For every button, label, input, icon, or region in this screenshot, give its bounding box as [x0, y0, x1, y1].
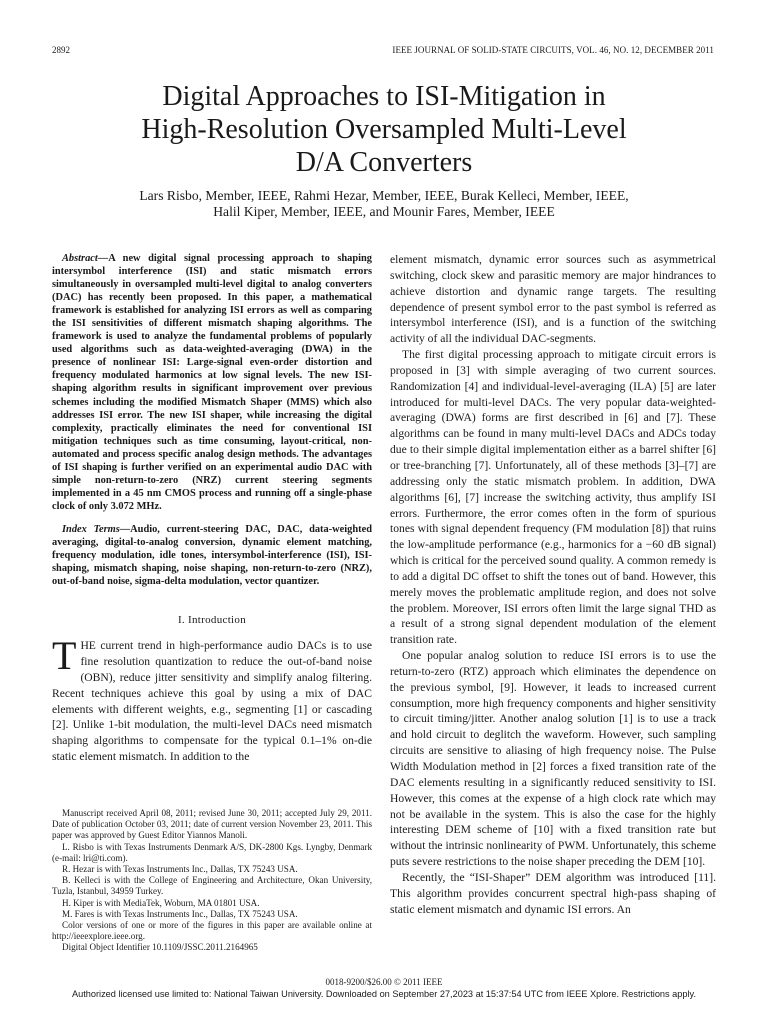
drop-cap: T	[52, 633, 77, 679]
author-line: Halil Kiper, Member, IEEE, and Mounir Fares, Member, IEEE	[213, 204, 555, 219]
body-paragraph: Recently, the “ISI-Shaper” DEM algorithm was introduced [11]. This algorithm provides concurrent spectral high-pass shaping of static element mismatch and dynamic ISI errors. An	[390, 870, 716, 916]
footnote: H. Kiper is with MediaTek, Woburn, MA 01801 USA.	[62, 897, 260, 908]
title-line: D/A Converters	[295, 147, 473, 178]
right-column	[390, 252, 716, 917]
footnote: L. Risbo is with Texas Instruments Denmark A/S, DK-2800 Kgs. Lyngby, Denmark (e-mail: lri@ti.com).	[52, 841, 372, 863]
author-list	[60, 188, 708, 220]
abstract-label: Abstract—	[62, 253, 109, 264]
author-line: Lars Risbo, Member, IEEE, Rahmi Hezar, Member, IEEE, Burak Kelleci, Member, IEEE,	[139, 188, 629, 203]
footnote: Color versions of one or more of the figures in this paper are available online at http://ieeexplore.ieee.org.	[52, 920, 372, 942]
index-terms-text: Audio, current-steering DAC, DAC, data-weighted averaging, digital-to-analog conversion, dynamic element matching, frequency modulation, idle tones, intersymbol-interference (ISI), ISI-shaping, mismatch shaping, noise shaping, non-return-to-zero (NRZ), out-of-band noise, sigma-delta modulation, vector quantizer.	[52, 523, 372, 588]
body-paragraph: One popular analog solution to reduce ISI errors is to use the return-to-zero (RTZ) approach which eliminates the dependence on the previous symbol, [9]. However, it leads to increased current consumption, more high frequency components and higher sensitivity to circuit timing/jitter. Another analog solution [1] is to use a track and hold circuit to deglitch the waveform. However, such sampling circuits are sensitive to aliasing of high frequency noise. The Pulse Width Modulation method in [2] forces a fixed transition rate of the DAC elements resulting in a significantly reduced sensitivity to ISI. However, this comes at the expense of a high clock rate which may not be available in the system. This is also the case for the highly interesting DEM scheme of [10] with a fixed transition rate but without the intrinsic nonlinearity of PWM. Unfortunately, this scheme puts severe restrictions to the noise shaper preceding the DEM [10].	[390, 649, 716, 869]
paper-title	[60, 80, 708, 179]
footnote: Digital Object Identifier 10.1109/JSSC.2011.2164965	[62, 942, 258, 953]
index-terms-label: Index Terms—	[62, 523, 131, 535]
footnote: Manuscript received April 08, 2011; revised June 30, 2011; accepted July 29, 2011. Date of publication October 03, 2011; date of current version November 23, 2011. This paper was approved by Guest Editor Yiannos Manoli.	[52, 808, 372, 841]
index-terms	[52, 523, 372, 588]
body-paragraph: element mismatch, dynamic error sources such as asymmetrical switching, clock skew and parasitic memory are major hindrances to achieve distortion and dynamic range targets. The resulting dependence of present symbol error to the past symbol is referred as intersymbol interference (ISI), and is a function of the switching activity of all the individual DAC-segments.	[390, 253, 716, 346]
footnote: R. Hezar is with Texas Instruments Inc., Dallas, TX 75243 USA.	[62, 864, 298, 875]
intro-text: HE current trend in high-performance audio DACs is to use fine resolution quantization to reduce the out-of-band noise (OBN), reduce jitter sensitivity and simplify analog filtering. Recent techniques achieve this goal by using a mix of DAC elements with different weights, e.g., segmenting [1] or cascading [2]. Unlike 1-bit modulation, the multi-level DACs need mismatch shaping algorithms to compensate for the typical 0.1–1% on-die static element mismatch. In addition to the	[52, 639, 372, 764]
page-number: 2892	[52, 45, 70, 55]
section-heading: I. Introduction	[177, 614, 247, 627]
license-notice: Authorized licensed use limited to: National Taiwan University. Downloaded on September 27,2023 at 15:37:54 UTC from IEEE Xplore. Restrictions apply.	[71, 989, 697, 999]
abstract	[52, 252, 372, 513]
footnotes	[52, 808, 372, 954]
body-paragraph: The first digital processing approach to mitigate circuit errors is proposed in [3] with simple averaging of two current sources. Randomization [4] and individual-level-averaging (ILA) [5] are later introduced for multi-level DACs. The very popular data-weighted-averaging (DWA) forms are first described in [6] and [7]. These algorithms can be found in many multi-level DACs and ADCs today due to their simple digital implementation either as a barrel shifter [6] or tree-branching [7]. Unfortunately, all of these methods [3]–[7] are addressing only the static mismatch problem. In addition, DWA algorithms [6], [7] increase the switching activity, thus amplify ISI errors. Furthermore, the error comes often in the form of spurious tones with signal dependent frequency (FM modulation [8]) that ruins the low-amplitude performance (e.g., harmonics for a −60 dB signal) which is critical for the perceived sound quality. A common remedy is to add a digital DC offset to shift the tones out of band. However, this merely moves the problematic amplitude region, and does not solve the problem. Moreover, ISI errors often limit the large signal THD as a result of a strong signal dependent modulation of the element transition rate.	[390, 348, 716, 647]
footnote: M. Fares is with Texas Instruments Inc., Dallas, TX 75243 USA.	[62, 908, 298, 919]
copyright-line: 0018-9200/$26.00 © 2011 IEEE	[325, 977, 443, 987]
abstract-text: A new digital signal processing approach to shaping intersymbol interference (ISI) and static mismatch errors simultaneously in oversampled multi-level digital to analog converters (DAC) has recently been proposed. In this paper, a mathematical framework is established for analyzing ISI errors as well as comparing the ISI sensitivities of different mismatch shaping algorithms. The framework is used to analyze the fundamental problems of popularly used algorithms such as data-weighted-averaging (DWA) in the presence of nonlinear ISI: Large-signal even-order distortion and frequency modulated harmonics at low signal levels. The new ISI-shaping algorithm results in significant improvement over previous schemes including the modified Mismatch Shaper (MMS) which also addresses ISI error. The new ISI shaper, while increasing the digital complexity, practically eliminates the need for conventional ISI mitigation techniques such as time consuming, layout-critical, non-automated and process specific analog design methods. The advantages of ISI shaping is further verified on an experimental audio DAC with simple non-return-to-zero (NRZ) current steering segments implemented in a 45 nm CMOS process and running off a single-phase clock of only 3.072 MHz.	[52, 253, 372, 512]
journal-header: IEEE JOURNAL OF SOLID-STATE CIRCUITS, VOL. 46, NO. 12, DECEMBER 2011	[392, 45, 714, 55]
intro-paragraph	[52, 633, 372, 765]
title-line: Digital Approaches to ISI-Mitigation in	[162, 81, 606, 112]
footnote: B. Kelleci is with the College of Engineering and Architecture, Okan University, Tuzla, Istanbul, 34959 Turkey.	[52, 875, 372, 897]
left-column	[52, 252, 372, 765]
title-line: High-Resolution Oversampled Multi-Level	[141, 114, 627, 145]
